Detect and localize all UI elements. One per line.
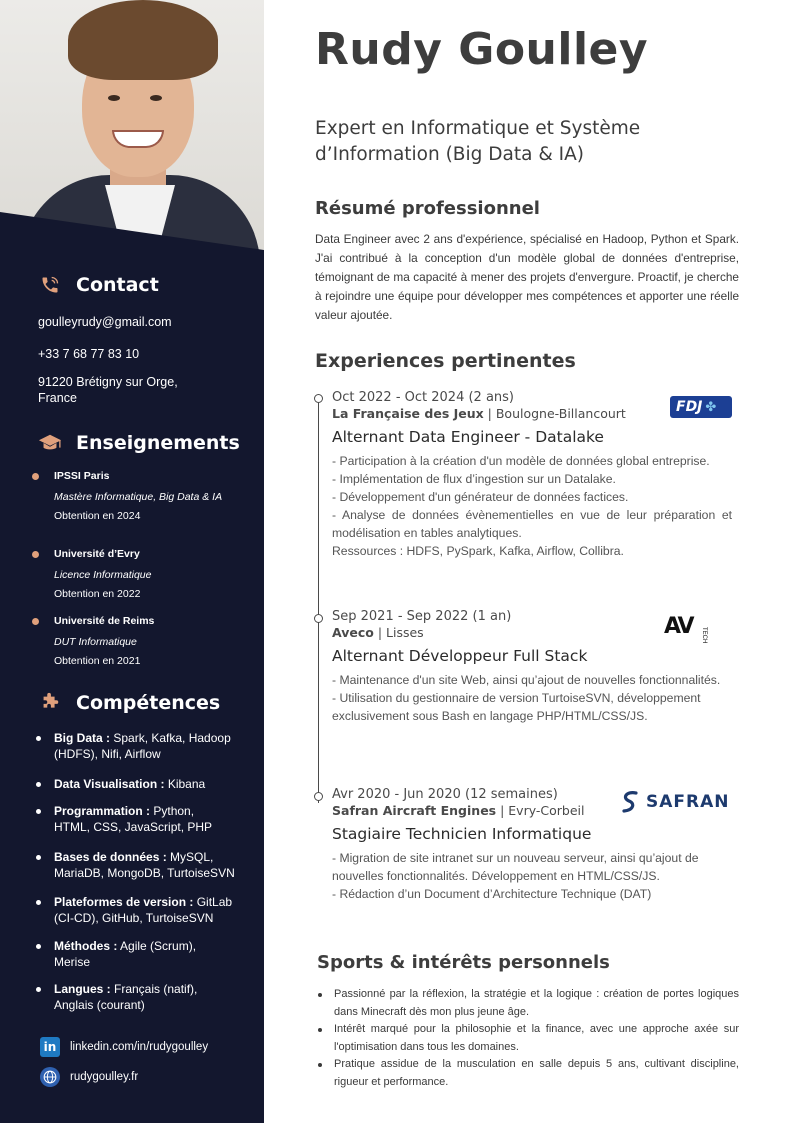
experience-line: - Migration de site intranet sur un nouveau serveur, ainsi qu’ajout de nouvelles fonctionnalités. Développement en HTML/CSS/JS. — [332, 851, 699, 883]
experience-company: La Française des Jeux — [332, 406, 484, 421]
experience-role: Alternant Développeur Full Stack — [332, 647, 588, 665]
fdj-logo: FDJ ✤ — [670, 396, 732, 418]
skill-item — [36, 894, 246, 926]
education-degree: Mastère Informatique, Big Data & IA — [54, 491, 223, 503]
experience-dates: Sep 2021 - Sep 2022 (1 an) — [332, 609, 512, 624]
experience-heading: Experiences pertinentes — [315, 350, 576, 372]
experience-line: - Analyse de données évènementielles en vue de leur préparation et modélisation en tables analytiques. — [332, 508, 732, 540]
summary-text: Data Engineer avec 2 ans d'expérience, spécialisé en Hadoop, Python et Spark. J'ai contribué à la conception d'un modèle global de données d'entreprise, témoignant de ma capacité à mener des projets d'envergure. Proactif, je cherche à rejoindre une équipe pour développer mes compétences et apporter une réelle valeur ajoutée. — [315, 232, 739, 322]
person-name: Rudy Goulley — [315, 24, 649, 75]
timeline-dot — [314, 614, 323, 623]
education-school: IPSSI Paris — [54, 470, 110, 482]
education-school: Université d’Evry — [54, 548, 140, 560]
bullet-dot — [32, 473, 39, 480]
experience-role: Stagiaire Technicien Informatique — [332, 825, 592, 843]
sidebar — [0, 0, 264, 1123]
skill-label: Bases de données : — [54, 850, 167, 864]
skill-label: Programmation : — [54, 804, 151, 818]
skill-item — [36, 730, 246, 762]
experience-company: Aveco — [332, 625, 374, 640]
experience-dates: Oct 2022 - Oct 2024 (2 ans) — [332, 390, 514, 405]
experience-line: - Développement d'un générateur de données factices. — [332, 490, 629, 504]
education-item — [32, 615, 232, 667]
skill-item — [36, 849, 246, 881]
skill-value: MySQL, MariaDB, MongoDB, TurtoiseSVN — [54, 850, 235, 880]
aveco-logo: AV TECH — [664, 614, 707, 644]
interests-heading: Sports & intérêts personnels — [317, 952, 610, 973]
experience-location: | Evry-Corbeil — [496, 803, 585, 818]
skill-label: Langues : — [54, 982, 111, 996]
interest-text: Pratique assidue de la musculation en salle depuis 5 ans, cultivant discipline, rigueur et performance. — [334, 1058, 739, 1088]
experience-location: | Lisses — [373, 625, 424, 640]
experience-line: - Implémentation de flux d’ingestion sur un Datalake. — [332, 472, 616, 486]
interest-text: Passionné par la réflexion, la stratégie et la logique : création de portes logiques dans Minecraft dès mon plus jeune âge. — [334, 988, 739, 1018]
experience-role: Alternant Data Engineer - Datalake — [332, 428, 604, 446]
phone-icon — [38, 274, 62, 296]
experience-details — [332, 849, 732, 903]
education-title: Enseignements — [76, 432, 240, 454]
education-item — [32, 470, 232, 522]
education-school: Université de Reims — [54, 615, 155, 627]
job-title: Expert en Informatique et Système d’Information (Big Data & IA) — [315, 118, 641, 165]
linkedin-icon: in — [40, 1037, 60, 1057]
experience-line: Ressources : HDFS, PySpark, Kafka, Airflow, Collibra. — [332, 544, 624, 558]
profile-photo — [0, 0, 264, 250]
website-link[interactable] — [40, 1067, 138, 1087]
skill-label: Plateformes de version : — [54, 895, 194, 909]
education-degree: DUT Informatique — [54, 636, 137, 648]
contact-address: 91220 Brétigny sur Orge, France — [38, 375, 178, 405]
linkedin-url[interactable]: linkedin.com/in/rudygoulley — [70, 1041, 209, 1053]
skill-item — [36, 981, 226, 1013]
website-url[interactable]: rudygoulley.fr — [70, 1071, 139, 1083]
contact-phone[interactable]: +33 7 68 77 83 10 — [38, 347, 140, 361]
timeline-dot — [314, 792, 323, 801]
experience-company: Safran Aircraft Engines — [332, 803, 497, 818]
skill-value: GitLab (CI-CD), GitHub, TurtoiseSVN — [54, 895, 233, 925]
education-item — [32, 548, 232, 600]
graduation-cap-icon — [38, 432, 62, 454]
globe-icon — [40, 1067, 60, 1087]
skill-label: Big Data : — [54, 731, 111, 745]
contact-email[interactable]: goulleyrudy@gmail.com — [38, 315, 172, 329]
experience-line: - Rédaction d’un Document d’Architecture Technique (DAT) — [332, 887, 652, 901]
safran-logo: SAFRAN — [620, 790, 730, 814]
experience-line: - Maintenance d'un site Web, ainsi qu’ajout de nouvelles fonctionnalités. — [332, 673, 721, 687]
skill-value: Agile (Scrum), Merise — [54, 939, 197, 969]
skill-value: Python, HTML, CSS, JavaScript, PHP — [54, 804, 213, 834]
education-year: Obtention en 2024 — [54, 510, 141, 522]
timeline-dot — [314, 394, 323, 403]
education-degree: Licence Informatique — [54, 569, 152, 581]
skill-item — [36, 776, 246, 792]
skill-value: Français (natif), Anglais (courant) — [54, 982, 198, 1012]
education-year: Obtention en 2022 — [54, 588, 141, 600]
interest-item — [318, 1021, 739, 1056]
skill-value: Spark, Kafka, Hadoop (HDFS), Nifi, Airflow — [54, 731, 231, 761]
contact-title: Contact — [76, 274, 159, 296]
skill-item — [36, 803, 226, 835]
education-year: Obtention en 2021 — [54, 655, 141, 667]
bullet-dot — [32, 618, 39, 625]
experience-line: - Participation à la création d'un modèle de données global entreprise. — [332, 454, 710, 468]
skill-label: Méthodes : — [54, 939, 118, 953]
experience-line: - Utilisation du gestionnaire de version TurtoiseSVN, développement exclusivement sous Bash en langage PHP/HTML/CSS/JS. — [332, 691, 701, 723]
interest-text: Intérêt marqué pour la philosophie et la finance, avec une approche axée sur l'optimisation dans tous les domaines. — [334, 1023, 739, 1053]
skills-title: Compétences — [76, 692, 221, 714]
skills-heading — [38, 692, 220, 714]
experience-details — [332, 671, 732, 725]
interest-item — [318, 986, 739, 1021]
experience-dates: Avr 2020 - Jun 2020 (12 semaines) — [332, 787, 558, 802]
interest-item — [318, 1056, 739, 1091]
timeline-line — [318, 403, 319, 803]
skill-value: Kibana — [164, 777, 206, 791]
linkedin-link[interactable] — [40, 1037, 208, 1057]
puzzle-icon — [38, 692, 62, 714]
experience-details — [332, 452, 732, 560]
summary-heading: Résumé professionnel — [315, 198, 540, 219]
education-heading — [38, 432, 240, 454]
bullet-dot — [32, 551, 39, 558]
skill-item — [36, 938, 226, 970]
contact-heading — [38, 274, 159, 296]
skill-label: Data Visualisation : — [54, 777, 165, 791]
experience-location: | Boulogne-Billancourt — [483, 406, 626, 421]
